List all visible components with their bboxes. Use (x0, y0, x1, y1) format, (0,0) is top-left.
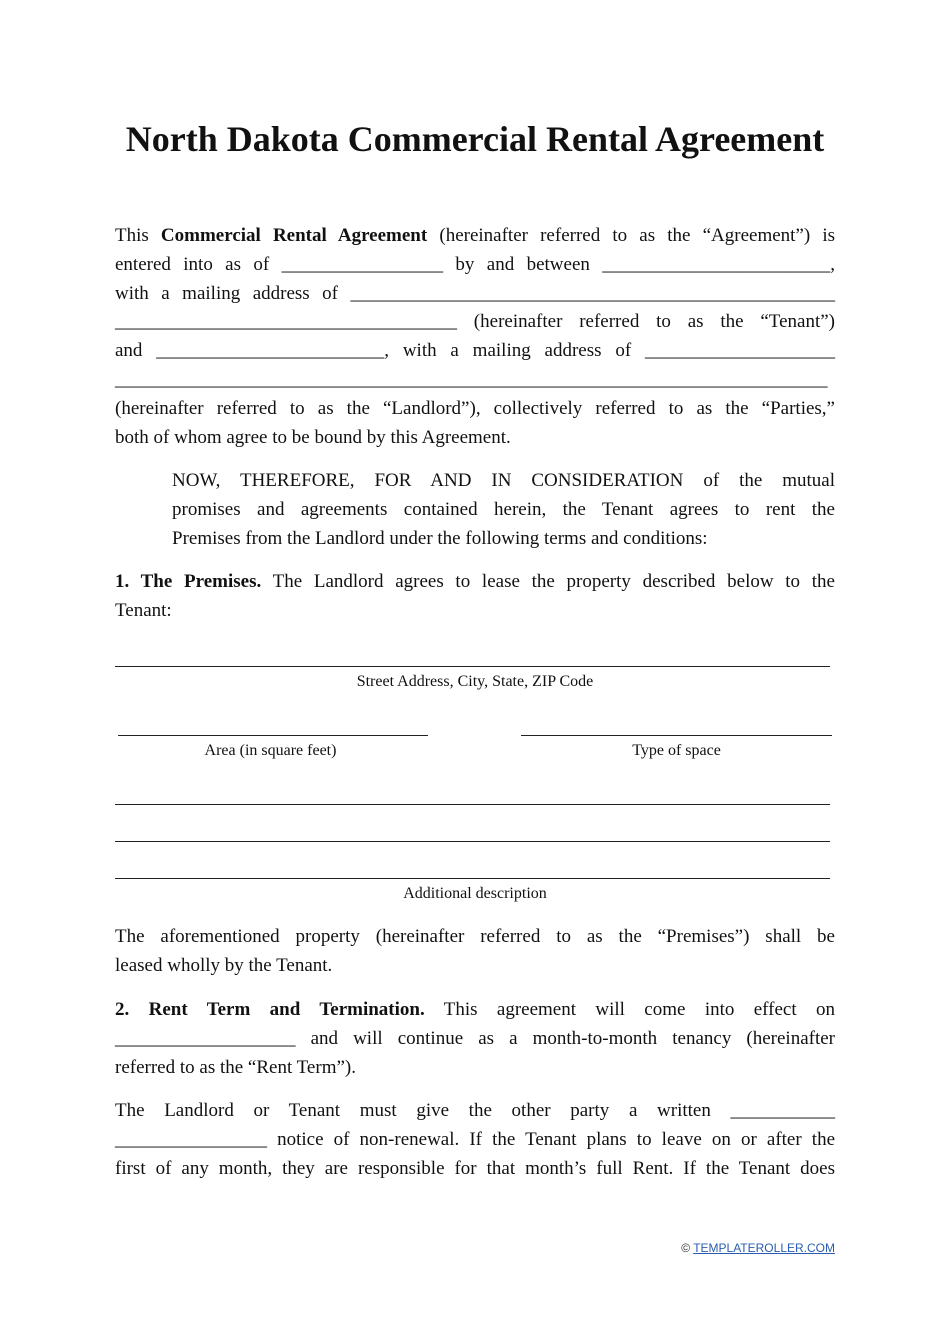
premises-lease-paragraph (115, 923, 835, 981)
notice-line-1: The Landlord or Tenant must give the other party a written ___________ (115, 1100, 835, 1121)
notice-line-2: ________________ notice of non-renewal. If the Tenant plans to leave on or after the (115, 1128, 835, 1150)
rent-term-heading: 2. Rent Term and Termination. (115, 999, 425, 1020)
notice-line-3: first of any month, they are responsible for that month’s full Rent. If the Tenant does (115, 1157, 835, 1179)
footer-credit (681, 1241, 835, 1255)
document-title: North Dakota Commercial Rental Agreement (125, 119, 825, 159)
description-blank-line-1[interactable] (115, 804, 830, 805)
premises-heading: 1. The Premises. (115, 571, 262, 592)
intro-line-7: (hereinafter referred to as the “Landlord”), collectively referred to as the “Parties,” (115, 397, 835, 419)
intro-line-3: with a mailing address of ___________________________________________________ (115, 282, 835, 304)
rent-term-line-2: ___________________ and will continue as a month-to-month tenancy (hereinafter (115, 1027, 835, 1049)
premises-lease-line-1: The aforementioned property (hereinafter referred to as the “Premises”) shall be (115, 926, 835, 947)
notice-paragraph (115, 1097, 835, 1183)
intro-paragraph (115, 222, 835, 452)
consideration-line-2: promises and agreements contained herein, the Tenant agrees to rent the (172, 498, 835, 520)
additional-caption: Additional description (403, 885, 547, 902)
premises-lease-line-2: leased wholly by the Tenant. (115, 954, 333, 976)
consideration-line-1: NOW, THEREFORE, FOR AND IN CONSIDERATION of the mutual (172, 470, 835, 491)
address-blank-line[interactable] (115, 666, 830, 667)
intro-line-2: entered into as of _________________ by and between ________________________, (115, 253, 835, 275)
intro-line-6: ___________________________________________________________________________ (115, 368, 828, 390)
intro-line-4: ____________________________________ (hereinafter referred to as the “Tenant”) (115, 311, 835, 333)
intro-line-1: This Commercial Rental Agreement (hereinafter referred to as the “Agreement”) is (115, 225, 836, 246)
description-blank-line-2[interactable] (115, 841, 830, 842)
templateroller-link[interactable]: TEMPLATEROLLER.COM (693, 1241, 835, 1255)
consideration-line-3: Premises from the Landlord under the following terms and conditions: (172, 527, 708, 549)
area-caption: Area (in square feet) (204, 742, 337, 759)
rent-term-line-3: referred to as the “Rent Term”). (115, 1056, 356, 1078)
premises-line-1: 1. The Premises. The Landlord agrees to lease the property described below to the (115, 571, 835, 592)
rent-term-paragraph (115, 996, 835, 1082)
type-blank-line[interactable] (521, 735, 832, 736)
premises-paragraph (115, 568, 835, 626)
premises-line-2: Tenant: (115, 599, 172, 621)
consideration-paragraph (172, 467, 835, 553)
area-blank-line[interactable] (118, 735, 428, 736)
rent-term-line-1: 2. Rent Term and Termination. This agreement will come into effect on (115, 999, 836, 1020)
intro-line-8: both of whom agree to be bound by this Agreement. (115, 426, 511, 448)
intro-line-5: and ________________________, with a mailing address of ____________________ (115, 340, 835, 362)
description-blank-line-3[interactable] (115, 878, 830, 879)
address-caption: Street Address, City, State, ZIP Code (356, 673, 594, 690)
type-caption: Type of space (632, 742, 721, 759)
copyright-symbol: © (681, 1241, 691, 1255)
